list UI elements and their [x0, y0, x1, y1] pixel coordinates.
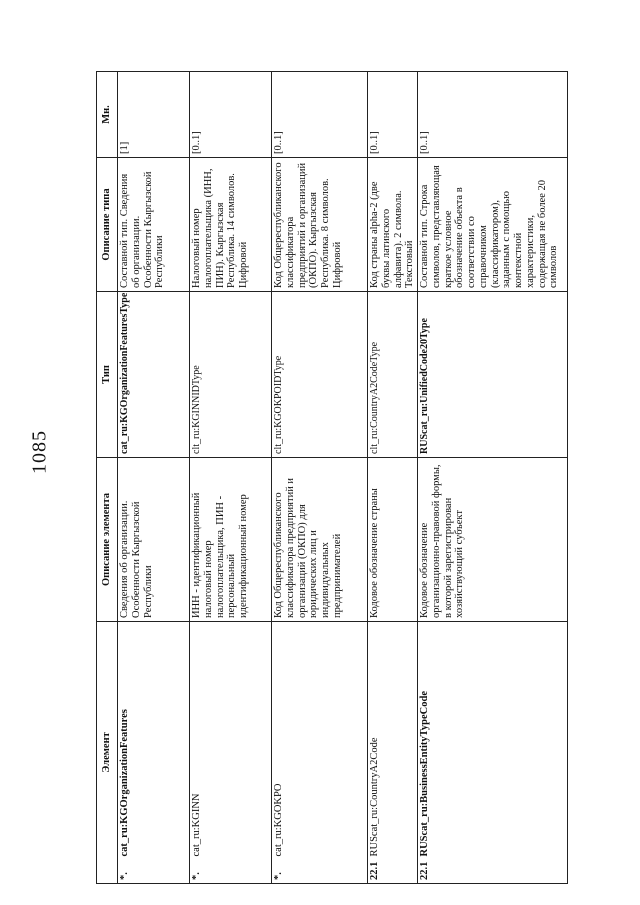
type-description: Составной тип. Строка символов, представляющая краткое условное обозначение объекта в соответствии со справочником (классификатором), заданным с помощью контекстной характеристики, содержащая не более 20 символов	[418, 158, 568, 292]
multiplicity: [0..1]	[190, 72, 272, 158]
type-name: RUScat_ru:UnifiedCode20Type	[418, 292, 568, 458]
multiplicity: [0..1]	[418, 72, 568, 158]
type-name: clt_ru:CountryA2CodeType	[368, 292, 418, 458]
row-number: *.	[190, 860, 272, 884]
type-name: cat_ru:KGOrganizationFeaturesType	[118, 292, 190, 458]
row-number: *.	[272, 860, 368, 884]
element-description: Сведения об организации. Особенности Кыргызской Республики	[118, 458, 190, 622]
header-type: Тип	[97, 292, 118, 458]
header-element: Элемент	[97, 622, 118, 884]
rotated-table-area	[96, 72, 620, 884]
header-multiplicity: Мн.	[97, 72, 118, 158]
element-name: RUScat_ru:CountryA2Code	[368, 622, 418, 860]
element-description: Код Общереспубликанского классификатора предприятий и организаций (ОКПО) для юридических лиц и индивидуальных предпринимателей	[272, 458, 368, 622]
table-header-row	[97, 72, 118, 884]
header-type-description: Описание типа	[97, 158, 118, 292]
element-name: cat_ru:KGOKPO	[272, 622, 368, 860]
element-name: cat_ru:KGINN	[190, 622, 272, 860]
element-description: Кодовое обозначение организационно-правовой формы, в которой зарегистрирован хозяйствующий субъект	[418, 458, 568, 622]
row-number: 22.1	[418, 860, 568, 884]
table-row	[272, 72, 368, 884]
element-name: RUScat_ru:BusinessEntityTypeCode	[418, 622, 568, 860]
element-name: cat_ru:KGOrganizationFeatures	[118, 622, 190, 860]
table-row	[368, 72, 418, 884]
type-description: Налоговый номер налогоплательщика (ИНН, ПИН). Кыргызская Республика. 14 символов. Цифровой	[190, 158, 272, 292]
type-name: clt_ru:KGOKPOIDType	[272, 292, 368, 458]
header-element-description: Описание элемента	[97, 458, 118, 622]
element-description: Кодовое обозначение страны	[368, 458, 418, 622]
table-row	[190, 72, 272, 884]
type-description: Код Общереспубликанского классификатора предприятий и организаций (ОКПО). Кыргызская Республика. 8 символов. Цифровой	[272, 158, 368, 292]
page-number: 1085	[28, 430, 51, 474]
element-description: ИНН - идентификационный налоговый номер налогоплательщика, ПИН - персональный идентификационный номер	[190, 458, 272, 622]
schema-table	[96, 71, 568, 884]
table-row	[418, 72, 568, 884]
row-number: *.	[118, 860, 190, 884]
row-number: 22.1	[368, 860, 418, 884]
type-description: Код страны alpha-2 (две буквы латинского алфавита). 2 символа. Текстовый	[368, 158, 418, 292]
type-description: Составной тип. Сведения об организации. Особенности Кыргызской Республики	[118, 158, 190, 292]
type-name: clt_ru:KGINNIDType	[190, 292, 272, 458]
multiplicity: [1]	[118, 72, 190, 158]
multiplicity: [0..1]	[272, 72, 368, 158]
multiplicity: [0..1]	[368, 72, 418, 158]
table-row	[118, 72, 190, 884]
